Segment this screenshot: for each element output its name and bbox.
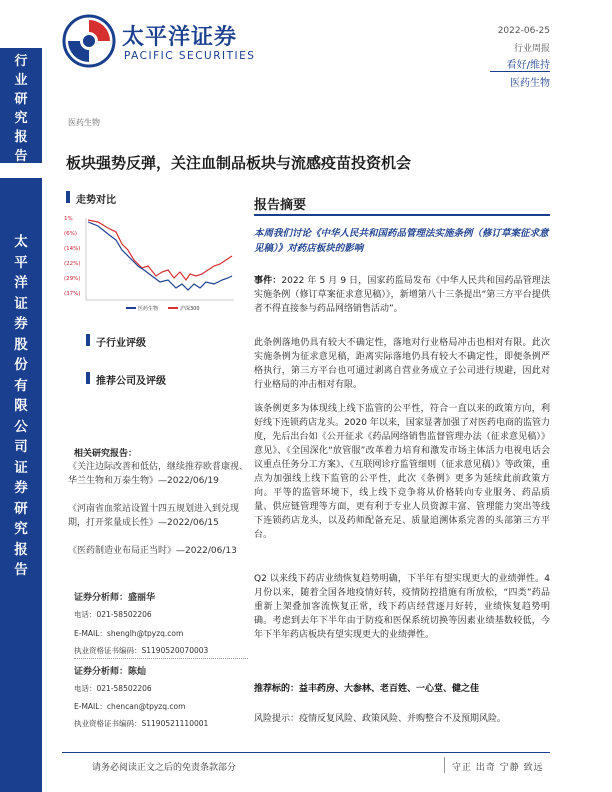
paragraph-2: 该条例更多为体现线上线下监管的公平性，符合一直以来的政策方向，利好线下连锁药店龙头。2020 年以来，国家显著加强了对医药电商的监管力度，先后出台如《公开征求《药品网络销售监督管理办法（征求意见稿）》意见》、《全国深化“放管服”改革着力培育和激发市场主体活力电视电话会议重点任务分工方案》、《互联网诊疗监管细则（征求意见稿）》等政策，重点为加强线上线下监管的公平性，此次《条例》更多为延续此前政策方向。平等的监管环境下，线上线下竞争将从价格转向专业服务、药品质量、供应链管理等方面，更有利于专业人员资源丰富、管理能力突出等线下连锁药店龙头，以及药师配备充足、质量追溯体系完善的头部第三方平台。 <box>254 404 550 540</box>
analyst-email[interactable]: E-MAIL：shenglh@tpyzq.com <box>74 629 184 638</box>
event-label: 事件： <box>254 276 282 286</box>
analyst-1 <box>74 590 155 603</box>
company-name-cn: 太平洋证券 <box>122 25 238 50</box>
recommend-label: 推荐标的： <box>254 684 300 694</box>
risk-text: 疫情反复风险、政策风险、并购整合不及预期风险。 <box>299 714 507 724</box>
sub-rating-title: 子行业评级 <box>96 338 146 349</box>
analyst-phone: 电话：021-58502206 <box>74 684 152 693</box>
chart-legend-item: 沪深300 <box>180 306 200 312</box>
analyst-name: 盛丽华 <box>128 593 156 603</box>
trend-chart <box>64 210 244 315</box>
risk-paragraph <box>254 712 550 726</box>
trend-title: 走势对比 <box>76 195 116 206</box>
footer-disclaimer: 请务必阅读正文之后的免责条款部分 <box>92 763 237 773</box>
chart-y-label: (37%) <box>64 291 81 297</box>
company-name-en: PACIFIC SECURITIES <box>124 50 256 62</box>
footer-motto: 守正 出奇 宁静 致远 <box>452 763 544 773</box>
abstract-rule <box>254 214 550 216</box>
footer-divider <box>444 757 445 773</box>
analyst-email[interactable]: E-MAIL：chencan@tpyzq.com <box>74 702 186 711</box>
event-text: 2022 年 5 月 9 日，国家药监局发布《中华人民共和国药品管理法实施条例（修订草案征求意见稿）》，新增第八十三条提出“第三方平台提供者不得直接参与药品网络销售活动”。 <box>254 276 550 314</box>
paragraph-3: Q2 以来线下药店业绩恢复趋势明确，下半年有望实现更大的业绩弹性。4 月份以来，随着全国各地疫情好转，疫情防控措施有所放松，“四类”药品重新上架叠加客流恢复正常，线下药店经营逐月好转，业绩恢复趋势明确。考虑到去年下半年由于防疫和医保系统切换等因素业绩基数较低，今年下半年药店板块有望实现更大的业绩弹性。 <box>254 574 550 640</box>
sidebar-top-label: 行 业 研 究 报 告 <box>14 54 28 164</box>
sector-label: 医药生物 <box>510 78 550 89</box>
chart-y-label: 1% <box>64 216 73 222</box>
analyst-label: 证券分析师： <box>74 593 129 603</box>
analyst-label: 证券分析师： <box>74 667 129 677</box>
chart-y-label: (6%) <box>64 231 78 237</box>
footer-rule <box>62 752 550 753</box>
recommend-text: 益丰药房、大参林、老百姓、一心堂、健之佳 <box>299 684 480 694</box>
analyst-cert: 执业资格证书编码：S1190521110001 <box>74 719 209 728</box>
related-report-link[interactable]: 《医药制造业布局正当时》—2022/06/13 <box>68 546 237 556</box>
report-title: 板块强势反弹，关注血制品板块与流感疫苗投资机会 <box>66 154 412 172</box>
related-report-link[interactable]: 《关注边际改善和低估，继续推荐欧普康视、华兰生物和万泰生物》—2022/06/19 <box>68 462 249 486</box>
abstract-lead: 本周我们讨论《中华人民共和国药品管理法实施条例（修订草案征求意见稿）》对药店板块的影响 <box>254 228 549 254</box>
related-report-link[interactable]: 《河南省血浆站设置十四五规划进入到兑现期，打开浆量成长性》—2022/06/15 <box>68 504 240 528</box>
section-marker <box>66 191 70 203</box>
event-paragraph <box>254 274 550 316</box>
related-reports-title: 相关研究报告： <box>74 449 138 459</box>
sidebar-bottom-label: 太 平 洋 证 券 股 份 有 限 公 司 证 券 研 究 报 告 <box>14 234 28 578</box>
company-logo-icon <box>62 14 116 68</box>
analyst-phone: 电话：021-58502206 <box>74 610 152 619</box>
chart-y-label: (14%) <box>64 246 81 252</box>
analyst-2 <box>74 664 146 677</box>
recommend-title: 推荐公司及评级 <box>96 376 166 387</box>
analyst-cert: 执业资格证书编码：S1190520070003 <box>74 646 209 655</box>
series-line-index <box>88 222 232 290</box>
section-marker <box>86 372 90 384</box>
industry-rating: 看好/维持 <box>506 60 550 71</box>
chart-y-label: (22%) <box>64 261 81 267</box>
section-marker <box>86 334 90 346</box>
chart-legend-item: 医药生物 <box>138 306 159 312</box>
report-type: 行业周报 <box>513 44 550 54</box>
series-line-sector <box>88 220 232 280</box>
recommend-paragraph <box>254 682 550 696</box>
sector-tag: 医药生物 <box>68 118 100 127</box>
paragraph-1: 此条例落地仍具有较大不确定性，落地对行业格局冲击也相对有限。此次实施条例为征求意见稿，距离实际落地仍具有较大不确定性，即便条例严格执行，第三方平台也可通过剥离自营业务成立子公司进行规避，因此对行业格局的冲击相对有限。 <box>254 338 550 390</box>
header-divider <box>490 71 550 72</box>
abstract-title: 报告摘要 <box>254 198 307 213</box>
risk-label: 风险提示： <box>254 714 300 724</box>
analyst-name: 陈灿 <box>128 667 147 677</box>
report-date: 2022-06-25 <box>497 26 550 36</box>
chart-y-label: (29%) <box>64 276 81 282</box>
divider <box>74 658 248 659</box>
